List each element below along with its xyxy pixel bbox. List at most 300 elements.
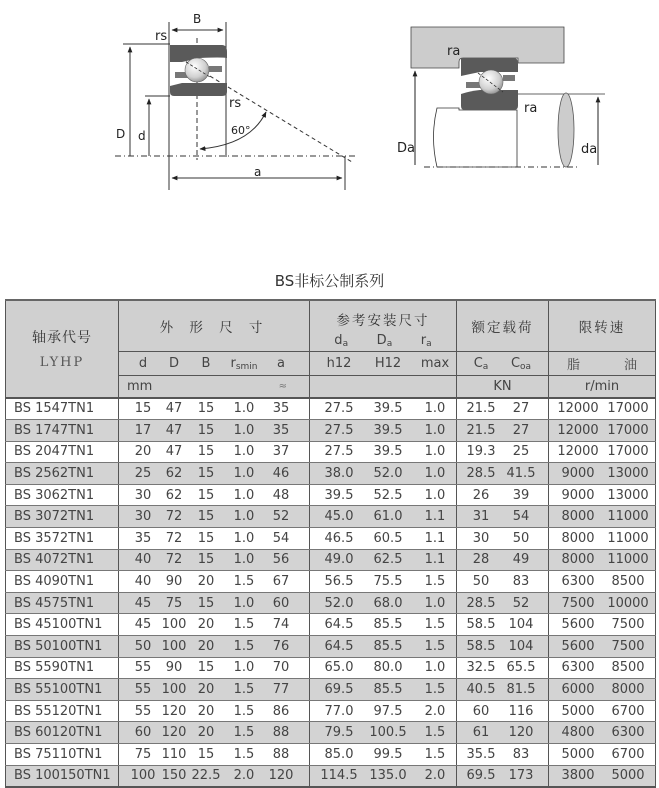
cell-Ca: 61 [472,725,490,741]
cell-da: 85.0 [324,746,354,762]
cell-Da: 61.0 [373,509,403,525]
cell-ra: 1.5 [424,682,446,698]
table-row [6,420,656,442]
cell-install-dims [310,722,457,744]
cell-model: BS 55100TN1 [6,679,119,701]
table-row [6,765,656,787]
cell-rated-load [457,657,549,679]
cell-d: 45 [134,595,152,611]
table-row [6,571,656,593]
cell-Da: 135.0 [369,768,407,784]
cell-model: BS 1547TN1 [6,398,119,420]
cell-grease: 4800 [561,725,595,741]
header-install-dimensions: 参考安装尺寸 $d_a$ $D_a$ $r_a$ [310,300,457,352]
cell-da: 77.0 [324,703,354,719]
cell-model: BS 4072TN1 [6,549,119,571]
table-row [6,744,656,766]
cell-B: 20 [197,617,215,633]
cell-a: 77 [272,682,290,698]
cell-rsmin: 1.5 [233,574,255,590]
cell-grease: 6000 [561,682,595,698]
col-d: d [138,356,148,371]
cell-rated-load [457,614,549,636]
cell-Da: 62.5 [373,552,403,568]
cell-D: 150 [161,768,187,784]
cell-D: 120 [161,725,187,741]
cell-outer-dims [119,636,310,658]
cell-Ca: 35.5 [466,746,496,762]
cell-Coa: 65.5 [506,660,536,676]
cell-ra: 1.0 [424,660,446,676]
table-row [6,484,656,506]
cell-speed-limit [549,744,656,766]
cell-a: 35 [272,401,290,417]
cell-install-dims [310,528,457,550]
cell-a: 46 [272,466,290,482]
cell-ra: 1.5 [424,725,446,741]
cell-speed-limit [549,398,656,420]
label-D: D [116,127,126,141]
cell-Ca: 21.5 [466,401,496,417]
cell-d: 40 [134,552,152,568]
cell-install-dims [310,657,457,679]
cell-D: 120 [161,703,187,719]
cell-Coa: 27 [512,401,530,417]
cell-install-dims [310,700,457,722]
cell-speed-limit [549,441,656,463]
cell-oil: 10000 [607,595,649,611]
cell-model: BS 3072TN1 [6,506,119,528]
cell-D: 100 [161,682,187,698]
cell-D: 90 [165,574,183,590]
table-title: BS非标公制系列 [274,272,385,290]
cell-outer-dims [119,549,310,571]
cell-model: BS 4575TN1 [6,592,119,614]
cell-outer-dims [119,657,310,679]
bearing-spec-table [5,299,656,788]
cell-rsmin: 1.0 [233,466,255,482]
cell-rated-load [457,528,549,550]
cell-rsmin: 1.5 [233,617,255,633]
cell-Da: 68.0 [373,595,403,611]
table-row [6,614,656,636]
cell-d: 75 [134,746,152,762]
table-row [6,463,656,485]
cell-da: 114.5 [320,768,358,784]
cell-rated-load [457,744,549,766]
table-row [6,679,656,701]
cell-B: 20 [197,682,215,698]
cell-install-dims [310,549,457,571]
cell-rated-load [457,722,549,744]
cell-speed-limit [549,722,656,744]
cell-rated-load [457,484,549,506]
cell-speed-limit [549,549,656,571]
cell-speed-limit [549,420,656,442]
cell-Coa: 104 [508,617,534,633]
cell-Coa: 81.5 [506,682,536,698]
cell-Da: 52.5 [373,487,403,503]
cell-Ca: 28 [472,552,490,568]
label-angle: 60° [231,124,251,137]
cell-install-dims [310,506,457,528]
cell-speed-limit [549,679,656,701]
header-load-cols: $C_a$ $C_{oa}$ [457,352,549,376]
cell-ra: 1.1 [424,552,446,568]
cell-ra: 1.5 [424,574,446,590]
cell-oil: 6700 [611,746,645,762]
cell-D: 90 [165,660,183,676]
cell-B: 20 [197,638,215,654]
header-ra: $r_a$ [420,332,432,349]
header-outer-cols [119,352,310,376]
cell-d: 30 [134,487,152,503]
label-ra-top: ra [447,44,461,59]
cell-Ca: 32.5 [466,660,496,676]
cell-oil: 8500 [611,574,645,590]
cell-ra: 1.0 [424,401,446,417]
cell-ra: 1.5 [424,746,446,762]
cell-a: 120 [268,768,294,784]
cell-da: 79.5 [324,725,354,741]
cell-Da: 85.5 [373,617,403,633]
cell-a: 67 [272,574,290,590]
cell-Coa: 83 [512,574,530,590]
cell-model: BS 100150TN1 [6,765,119,787]
cell-grease: 8000 [561,509,595,525]
cell-rated-load [457,679,549,701]
cell-d: 60 [134,725,152,741]
cell-a: 76 [272,638,290,654]
cell-d: 20 [134,444,152,460]
cell-rated-load [457,420,549,442]
cell-model: BS 50100TN1 [6,636,119,658]
cell-Ca: 21.5 [466,422,496,438]
cell-B: 15 [197,444,215,460]
cell-speed-limit [549,528,656,550]
cell-Ca: 30 [472,530,490,546]
cell-install-dims [310,420,457,442]
cell-a: 56 [272,552,290,568]
cell-B: 15 [197,509,215,525]
header-speed-limit: 限转速 [549,300,656,352]
cell-install-dims [310,592,457,614]
cell-D: 62 [165,466,183,482]
cell-model: BS 2562TN1 [6,463,119,485]
cell-install-dims [310,398,457,420]
header-unit-blank [310,376,457,398]
cell-Ca: 26 [472,487,490,503]
cell-ra: 1.0 [424,466,446,482]
table-row [6,657,656,679]
cell-grease: 8000 [561,552,595,568]
cell-rated-load [457,571,549,593]
cell-install-dims [310,441,457,463]
cell-grease: 5000 [561,746,595,762]
cell-D: 47 [165,444,183,460]
cell-install-dims [310,571,457,593]
cell-D: 72 [165,509,183,525]
cell-Da: 52.0 [373,466,403,482]
cell-a: 37 [272,444,290,460]
cell-ra: 1.0 [424,422,446,438]
cell-d: 55 [134,682,152,698]
cell-d: 55 [134,703,152,719]
cell-B: 15 [197,422,215,438]
table-row [6,636,656,658]
cell-speed-limit [549,506,656,528]
cell-outer-dims [119,744,310,766]
cell-Da: 60.5 [373,530,403,546]
cell-B: 15 [197,401,215,417]
cell-D: 72 [165,530,183,546]
cell-da: 64.5 [324,638,354,654]
cell-Coa: 116 [508,703,534,719]
label-da: da [581,142,598,157]
cell-speed-limit [549,592,656,614]
cell-Ca: 40.5 [466,682,496,698]
cell-install-dims [310,679,457,701]
cell-rsmin: 1.0 [233,552,255,568]
cell-a: 54 [272,530,290,546]
cell-speed-limit [549,765,656,787]
cell-install-dims [310,744,457,766]
cell-model: BS 45100TN1 [6,614,119,636]
cell-ra: 1.5 [424,638,446,654]
cell-Coa: 50 [512,530,530,546]
cell-grease: 7500 [561,595,595,611]
cell-speed-limit [549,571,656,593]
cell-rsmin: 1.0 [233,444,255,460]
cell-rsmin: 1.0 [233,509,255,525]
cell-Da: 97.5 [373,703,403,719]
col-D: D [168,356,179,371]
cell-ra: 1.1 [424,530,446,546]
table-row [6,722,656,744]
cell-oil: 6700 [611,703,645,719]
cell-da: 46.5 [324,530,354,546]
cell-rated-load [457,398,549,420]
cell-da: 27.5 [324,444,354,460]
cell-a: 52 [272,509,290,525]
col-B: B [201,356,211,371]
cell-da: 49.0 [324,552,354,568]
cell-ra: 2.0 [424,703,446,719]
cell-d: 45 [134,617,152,633]
cell-Ca: 58.5 [466,617,496,633]
header-Da: $D_a$ [376,332,393,349]
cell-rsmin: 1.0 [233,422,255,438]
cell-rsmin: 1.0 [233,660,255,676]
header-install-cols: h12 H12 max [310,352,457,376]
header-model [6,300,119,398]
cell-grease: 9000 [561,487,595,503]
cell-outer-dims [119,420,310,442]
label-rs-side: rs [229,96,242,111]
cell-rsmin: 1.5 [233,746,255,762]
cell-rated-load [457,549,549,571]
cell-d: 25 [134,466,152,482]
cell-outer-dims [119,700,310,722]
cell-Coa: 25 [512,444,530,460]
cell-d: 40 [134,574,152,590]
cell-rated-load [457,636,549,658]
cell-grease: 12000 [557,401,599,417]
cell-da: 45.0 [324,509,354,525]
cell-speed-limit [549,484,656,506]
cell-outer-dims [119,722,310,744]
cell-install-dims [310,484,457,506]
cell-d: 100 [130,768,156,784]
cell-D: 62 [165,487,183,503]
cell-B: 15 [197,466,215,482]
table-row [6,398,656,420]
cell-rated-load [457,463,549,485]
cell-model: BS 1747TN1 [6,420,119,442]
cell-install-dims [310,636,457,658]
cell-Ca: 28.5 [466,466,496,482]
cell-da: 39.5 [324,487,354,503]
cell-grease: 12000 [557,422,599,438]
col-a: a [277,356,285,371]
header-model-cn: 轴承代号 [32,330,92,347]
cell-grease: 12000 [557,444,599,460]
cell-oil: 6300 [611,725,645,741]
cell-model: BS 75110TN1 [6,744,119,766]
cell-rated-load [457,441,549,463]
cell-model: BS 55120TN1 [6,700,119,722]
cell-grease: 5600 [561,617,595,633]
cell-oil: 13000 [607,487,649,503]
cell-Da: 85.5 [373,682,403,698]
cell-Ca: 69.5 [466,768,496,784]
cell-install-dims [310,463,457,485]
cell-d: 55 [134,660,152,676]
cell-grease: 3800 [561,768,595,784]
table-row [6,528,656,550]
table-row [6,549,656,571]
cell-a: 88 [272,746,290,762]
cell-Da: 39.5 [373,444,403,460]
cell-ra: 1.5 [424,617,446,633]
cell-Ca: 60 [472,703,490,719]
cell-a: 48 [272,487,290,503]
mounting-diagram [411,27,605,167]
header-da: $d_a$ [334,332,349,349]
cell-ra: 1.1 [424,509,446,525]
cell-outer-dims [119,506,310,528]
header-unit-kn: KN [457,376,549,398]
cell-outer-dims [119,592,310,614]
cell-rsmin: 1.5 [233,725,255,741]
cell-model: BS 3062TN1 [6,484,119,506]
cell-D: 75 [165,595,183,611]
label-a: a [254,165,262,179]
cell-Coa: 104 [508,638,534,654]
table-row [6,592,656,614]
cell-rated-load [457,592,549,614]
cell-speed-limit [549,636,656,658]
cell-rsmin: 1.5 [233,682,255,698]
cell-rsmin: 1.5 [233,703,255,719]
cell-Coa: 27 [512,422,530,438]
cell-D: 110 [161,746,187,762]
cell-B: 15 [197,746,215,762]
cell-grease: 6300 [561,660,595,676]
cell-speed-limit [549,463,656,485]
cell-Coa: 54 [512,509,530,525]
cell-d: 50 [134,638,152,654]
cell-outer-dims [119,679,310,701]
table-row [6,700,656,722]
cell-outer-dims [119,463,310,485]
cell-outer-dims [119,528,310,550]
cell-grease: 9000 [561,466,595,482]
cell-B: 15 [197,552,215,568]
label-ra-side: ra [524,101,538,116]
cell-model: BS 60120TN1 [6,722,119,744]
col-rsmin: $r_{smin}$ [230,356,258,372]
cell-oil: 11000 [607,509,649,525]
cell-outer-dims [119,571,310,593]
cell-oil: 17000 [607,422,649,438]
cell-da: 69.5 [324,682,354,698]
cell-rsmin: 1.0 [233,487,255,503]
cell-a: 74 [272,617,290,633]
header-unit-mm: mm ≈ [119,376,310,398]
cell-da: 52.0 [324,595,354,611]
cell-rated-load [457,506,549,528]
cell-B: 15 [197,487,215,503]
cell-Da: 75.5 [373,574,403,590]
cell-B: 20 [197,574,215,590]
cell-install-dims [310,765,457,787]
cell-outer-dims [119,441,310,463]
cell-Ca: 50 [472,574,490,590]
label-Da: Da [397,141,415,156]
cell-a: 86 [272,703,290,719]
cell-rsmin: 1.0 [233,401,255,417]
label-rs-top: rs [155,29,168,44]
cell-Da: 80.0 [373,660,403,676]
cell-ra: 1.0 [424,487,446,503]
cell-grease: 5000 [561,703,595,719]
cell-outer-dims [119,398,310,420]
cell-outer-dims [119,614,310,636]
cell-rsmin: 1.5 [233,638,255,654]
cell-a: 60 [272,595,290,611]
cell-oil: 8500 [611,660,645,676]
cell-rated-load [457,700,549,722]
cell-model: BS 2047TN1 [6,441,119,463]
cell-da: 65.0 [324,660,354,676]
cell-rsmin: 1.0 [233,530,255,546]
cell-Coa: 173 [508,768,534,784]
header-rated-load: 额定载荷 [457,300,549,352]
cell-model: BS 5590TN1 [6,657,119,679]
cell-oil: 17000 [607,401,649,417]
cell-speed-limit [549,700,656,722]
cell-rsmin: 2.0 [233,768,255,784]
cell-Da: 39.5 [373,422,403,438]
cell-da: 27.5 [324,422,354,438]
cell-B: 15 [197,530,215,546]
cell-Ca: 28.5 [466,595,496,611]
cell-Da: 99.5 [373,746,403,762]
cell-d: 17 [134,422,152,438]
cell-D: 100 [161,638,187,654]
cell-oil: 5000 [611,768,645,784]
